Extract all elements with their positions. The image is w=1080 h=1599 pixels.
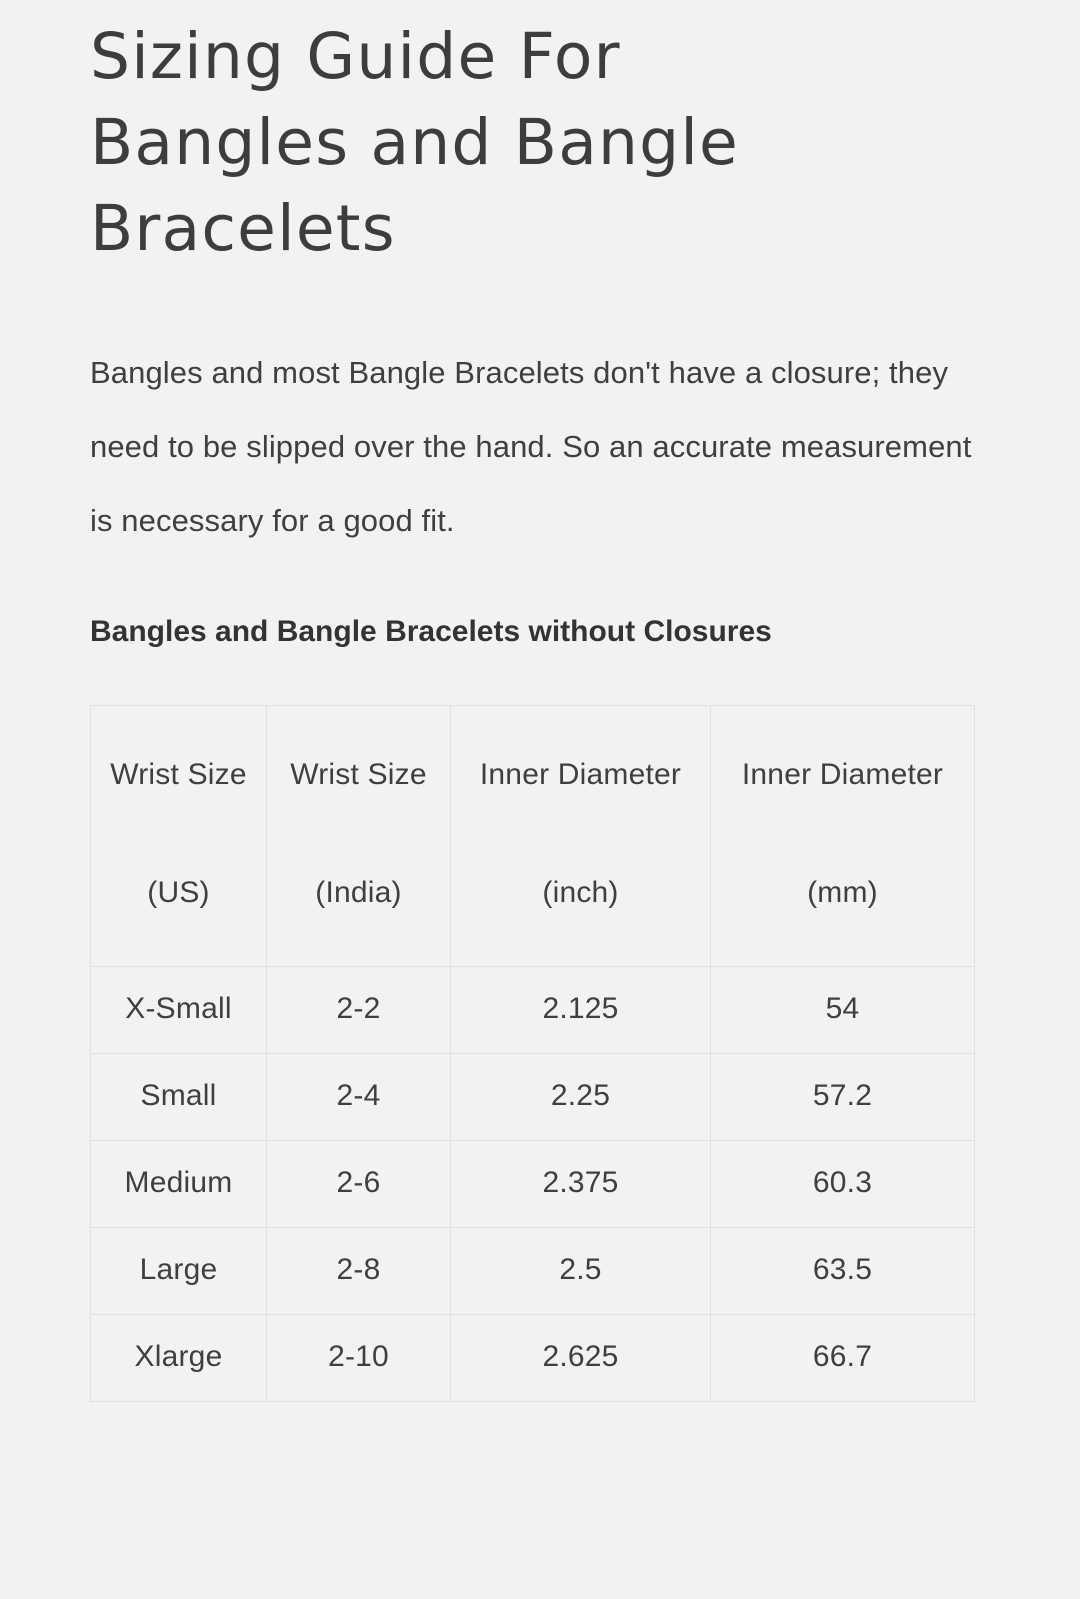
intro-paragraph: Bangles and most Bangle Bracelets don't have a closure; they need to be slipped over the hand. So an accurate measurement is necessary for a good fit. xyxy=(90,355,972,538)
table-body xyxy=(91,967,975,1402)
table-row xyxy=(91,1054,975,1141)
cell-inner-diameter-inch: 2.125 xyxy=(451,967,711,1054)
table-header-row xyxy=(91,706,975,967)
table-row xyxy=(91,1141,975,1228)
column-header-unit: (inch) xyxy=(542,876,619,909)
column-header-wrist-size-us xyxy=(91,706,267,967)
sizing-table xyxy=(90,705,975,1402)
cell-inner-diameter-mm: 60.3 xyxy=(711,1141,975,1228)
column-header-name: Inner Diameter xyxy=(479,758,682,791)
column-header-unit: (mm) xyxy=(807,876,878,909)
cell-inner-diameter-inch: 2.25 xyxy=(451,1054,711,1141)
column-header-inner-diameter-mm xyxy=(711,706,975,967)
column-header-unit: (US) xyxy=(147,876,210,909)
cell-wrist-size-us: X-Small xyxy=(91,967,267,1054)
cell-wrist-size-india: 2-2 xyxy=(267,967,451,1054)
cell-inner-diameter-mm: 54 xyxy=(711,967,975,1054)
cell-inner-diameter-inch: 2.375 xyxy=(451,1141,711,1228)
table-row xyxy=(91,1228,975,1315)
column-header-name: Wrist Size xyxy=(290,758,427,791)
page-title: Sizing Guide For Bangles and Bangle Bracelets xyxy=(90,20,740,265)
cell-wrist-size-india: 2-10 xyxy=(267,1315,451,1402)
cell-wrist-size-us: Small xyxy=(91,1054,267,1141)
cell-inner-diameter-inch: 2.625 xyxy=(451,1315,711,1402)
table-header xyxy=(91,706,975,967)
column-header-name: Wrist Size xyxy=(110,758,247,791)
column-header-inner-diameter-inch xyxy=(451,706,711,967)
cell-wrist-size-india: 2-4 xyxy=(267,1054,451,1141)
column-header-unit: (India) xyxy=(315,876,402,909)
column-header-wrist-size-india xyxy=(267,706,451,967)
cell-inner-diameter-mm: 63.5 xyxy=(711,1228,975,1315)
table-row xyxy=(91,967,975,1054)
cell-inner-diameter-mm: 57.2 xyxy=(711,1054,975,1141)
cell-inner-diameter-mm: 66.7 xyxy=(711,1315,975,1402)
column-header-name: Inner Diameter xyxy=(741,758,944,791)
section-heading: Bangles and Bangle Bracelets without Closures xyxy=(90,615,772,648)
cell-wrist-size-india: 2-8 xyxy=(267,1228,451,1315)
cell-wrist-size-us: Xlarge xyxy=(91,1315,267,1402)
cell-inner-diameter-inch: 2.5 xyxy=(451,1228,711,1315)
cell-wrist-size-us: Large xyxy=(91,1228,267,1315)
table-row xyxy=(91,1315,975,1402)
cell-wrist-size-india: 2-6 xyxy=(267,1141,451,1228)
cell-wrist-size-us: Medium xyxy=(91,1141,267,1228)
